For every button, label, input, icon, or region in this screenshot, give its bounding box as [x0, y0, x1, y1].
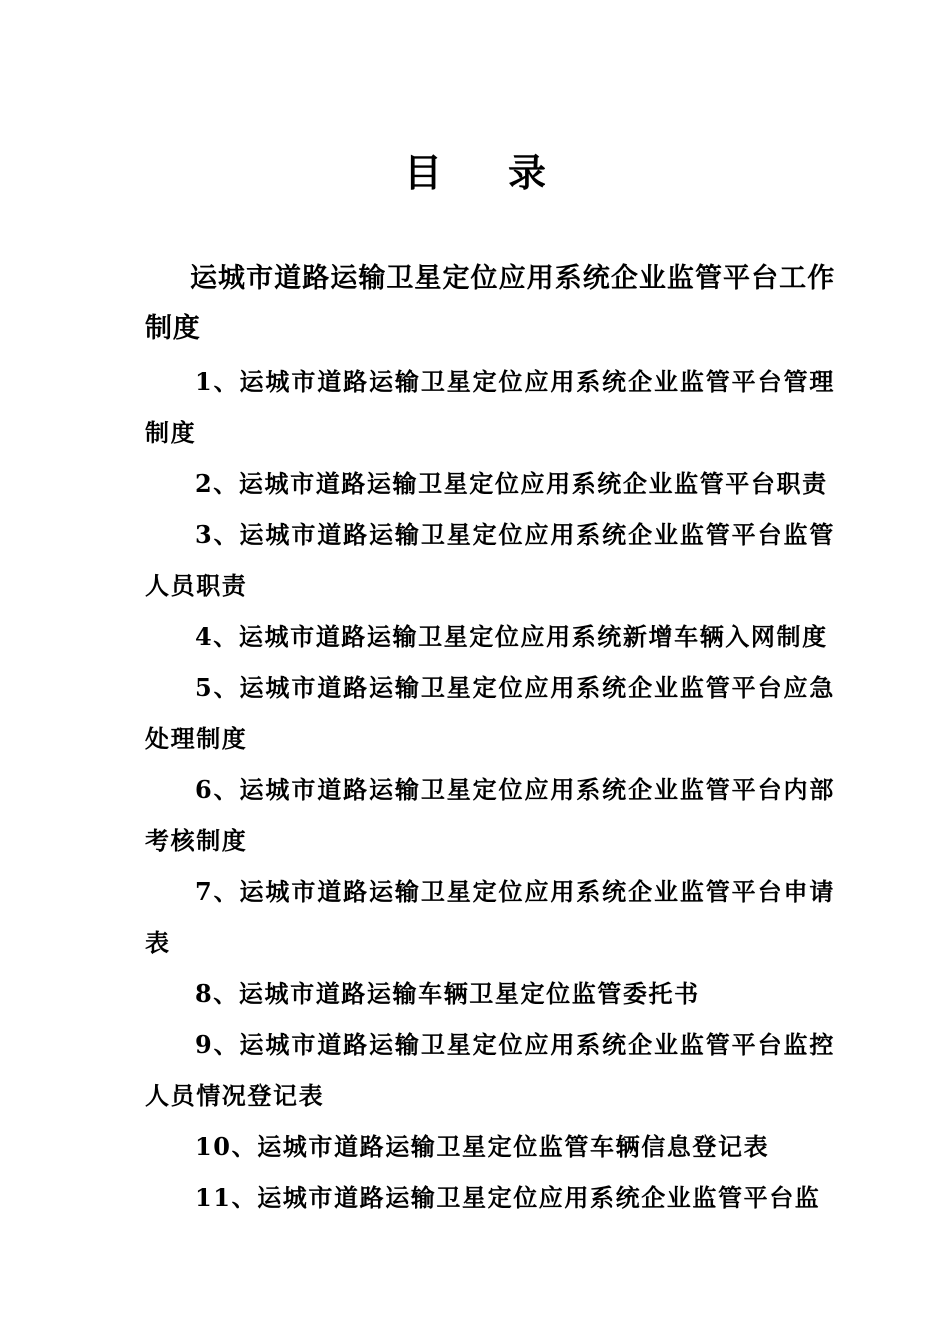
toc-item-2: 2、运城市道路运输卫星定位应用系统企业监管平台职责	[195, 469, 828, 498]
toc-item-10: 10、运城市道路运输卫星定位监管车辆信息登记表	[195, 1132, 770, 1161]
toc-list	[145, 356, 835, 1223]
toc-item-5: 5、运城市道路运输卫星定位应用系统企业监管平台应急处理制度	[145, 673, 835, 753]
toc-item-9: 9、运城市道路运输卫星定位应用系统企业监管平台监控人员情况登记表	[145, 1030, 835, 1110]
toc-heading: 运城市道路运输卫星定位应用系统企业监管平台工作制度	[145, 263, 835, 344]
toc-item-4: 4、运城市道路运输卫星定位应用系统新增车辆入网制度	[195, 622, 828, 651]
toc-item-3: 3、运城市道路运输卫星定位应用系统企业监管平台监管人员职责	[145, 520, 835, 600]
toc-title: 目录	[403, 151, 612, 195]
toc-item-11: 11、运城市道路运输卫星定位应用系统企业监管平台监	[195, 1183, 821, 1212]
toc-item-8: 8、运城市道路运输车辆卫星定位监管委托书	[195, 979, 700, 1008]
toc-item-1: 1、运城市道路运输卫星定位应用系统企业监管平台管理制度	[145, 367, 835, 447]
toc-item-7: 7、运城市道路运输卫星定位应用系统企业监管平台申请表	[145, 877, 835, 957]
toc-item-6: 6、运城市道路运输卫星定位应用系统企业监管平台内部考核制度	[145, 775, 835, 855]
